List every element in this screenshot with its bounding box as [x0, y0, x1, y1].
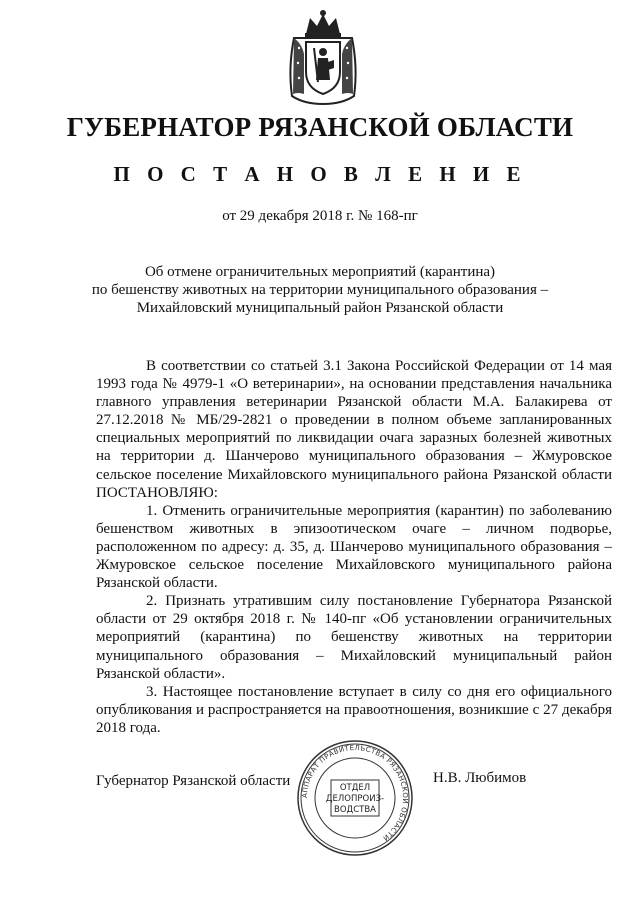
stamp-line: ДЕЛОПРОИЗ- — [325, 794, 385, 804]
stamp-line: ВОДСТВА — [334, 805, 376, 815]
signatory-position: Губернатор Рязанской области — [96, 773, 291, 789]
stamp-outer-text: АППАРАТ ПРАВИТЕЛЬСТВА РЯЗАНСКОЙ ОБЛАСТИ — [300, 743, 410, 843]
document-title — [0, 263, 640, 317]
issuing-authority: ГУБЕРНАТОР РЯЗАНСКОЙ ОБЛАСТИ — [66, 112, 574, 142]
document-date-number: от 29 декабря 2018 г. № 168-пг — [222, 208, 418, 224]
clause-paragraph: 3. Настоящее постановление вступает в силу со дня его официального опубликования и распространяется на правоотношения, возникшие с 27 декабря 2018 года. — [96, 683, 612, 736]
signatory-name: Н.В. Любимов — [433, 770, 527, 786]
title-line: по бешенству животных на территории муниципального образования – — [91, 282, 549, 298]
clause-paragraph: 2. Признать утратившим силу постановление Губернатора Рязанской области от 29 октября 2018 г. № 140-пг «Об установлении ограничительных мероприятий (карантина) по бешенству животных на территории муниципального образования – Михайловский муниципальный район Рязанской области». — [96, 593, 612, 682]
preamble-paragraph: В соответствии со статьей 3.1 Закона Российской Федерации от 14 мая 1993 года № 4979-1 «О ветеринарии», на основании представления начальника главного управления ветеринарии Рязанской области М.А. Балакирева от 27.12.2018 № МБ/29-2821 о проведении в полном объеме запланированных специальных мероприятий по ликвидации очага заразных болезней животных на территории д. Шанчерово муниципального образования – Жмуровское сельское поселение Михайловского муниципального района Рязанской области ПОСТАНОВЛЯЮ: — [96, 358, 612, 501]
stamp-line: ОТДЕЛ — [339, 783, 371, 793]
coat-of-arms-icon — [284, 8, 362, 106]
stamp-center-label — [325, 783, 385, 816]
document-type: П О С Т А Н О В Л Е Н И Е — [113, 162, 527, 186]
document-body — [96, 357, 612, 737]
clause-paragraph: 1. Отменить ограничительные мероприятия (карантин) по заболеванию бешенством животных в эпизоотическом очаге – личном подворье, расположенном по адресу: д. 35, д. Шанчерово муниципального образования – Жмуровское сельское поселение Михайловского муниципального района Рязанской области. — [96, 502, 612, 592]
title-line: Михайловский муниципальный район Рязанской области — [136, 300, 504, 316]
title-line: Об отмене ограничительных мероприятий (карантина) — [144, 264, 496, 280]
